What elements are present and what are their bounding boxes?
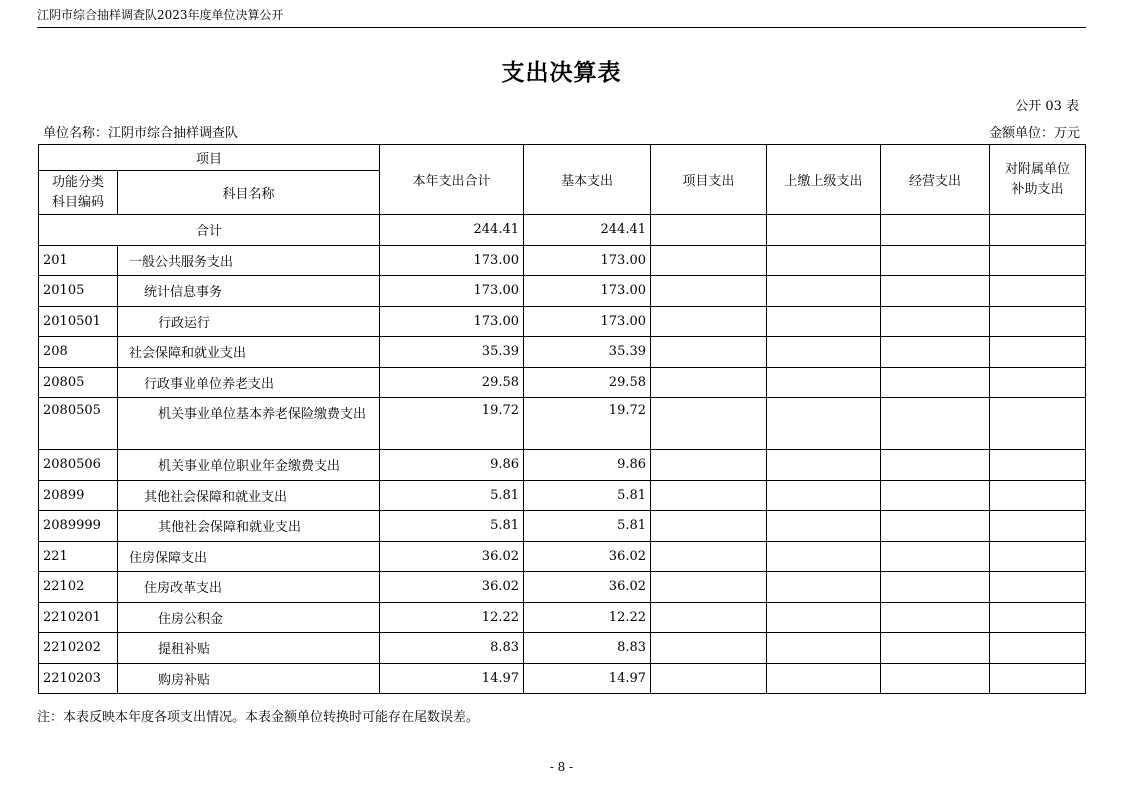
row-turn-in [767,306,881,337]
row-subsidy [990,511,1086,542]
row-basic: 8.83 [524,633,651,664]
row-subsidy [990,367,1086,398]
header-turn-in: 上缴上级支出 [767,145,881,215]
row-subsidy [990,245,1086,276]
total-operating [881,215,990,246]
row-operating [881,450,990,481]
total-label: 合计 [39,215,380,246]
row-project [651,572,767,603]
row-basic: 14.97 [524,663,651,694]
table-row [39,367,1086,398]
row-subject-name: 机关事业单位职业年金缴费支出 [118,450,380,481]
row-operating [881,398,990,450]
table-row [39,633,1086,664]
row-subsidy [990,337,1086,368]
table-row [39,398,1086,450]
row-subject-name: 购房补贴 [118,663,380,694]
row-subsidy [990,663,1086,694]
footnote: 注：本表反映本年度各项支出情况。本表金额单位转换时可能存在尾数误差。 [37,710,480,725]
row-operating [881,663,990,694]
table-row [39,572,1086,603]
row-subsidy [990,480,1086,511]
row-turn-in [767,572,881,603]
header-item: 项目 [39,145,380,171]
row-turn-in [767,602,881,633]
row-turn-in [767,663,881,694]
expenditure-table [38,144,1086,694]
total-amount: 244.41 [380,215,524,246]
row-code: 201 [39,245,118,276]
row-basic: 9.86 [524,450,651,481]
running-header: 江阴市综合抽样调查队2023年度单位决算公开 [37,8,284,22]
row-code: 20105 [39,276,118,307]
row-basic: 36.02 [524,541,651,572]
row-basic: 173.00 [524,306,651,337]
header-subsidy: 对附属单位 补助支出 [990,145,1086,215]
row-total: 12.22 [380,602,524,633]
table-row [39,663,1086,694]
table-row [39,541,1086,572]
row-subject-name: 住房保障支出 [118,541,380,572]
row-code: 208 [39,337,118,368]
row-total: 173.00 [380,276,524,307]
row-operating [881,633,990,664]
row-project [651,245,767,276]
table-row [39,306,1086,337]
row-operating [881,276,990,307]
row-operating [881,511,990,542]
row-basic: 29.58 [524,367,651,398]
row-basic: 19.72 [524,398,651,450]
row-operating [881,306,990,337]
row-subsidy [990,602,1086,633]
row-total: 29.58 [380,367,524,398]
total-project [651,215,767,246]
row-subject-name: 行政事业单位养老支出 [118,367,380,398]
total-turn-in [767,215,881,246]
row-total: 19.72 [380,398,524,450]
row-project [651,663,767,694]
header-total: 本年支出合计 [380,145,524,215]
row-subject-name: 行政运行 [118,306,380,337]
row-subsidy [990,398,1086,450]
row-subject-name: 住房改革支出 [118,572,380,603]
row-subject-name: 机关事业单位基本养老保险缴费支出 [118,398,380,450]
row-operating [881,367,990,398]
row-total: 173.00 [380,245,524,276]
row-turn-in [767,633,881,664]
page-number: - 8 - [549,760,574,774]
row-basic: 5.81 [524,511,651,542]
row-total: 8.83 [380,633,524,664]
row-project [651,306,767,337]
row-turn-in [767,450,881,481]
row-project [651,367,767,398]
form-number: 公开 03 表 [1015,99,1079,114]
row-operating [881,602,990,633]
row-operating [881,541,990,572]
row-total: 35.39 [380,337,524,368]
row-project [651,511,767,542]
row-project [651,633,767,664]
row-subject-name: 统计信息事务 [118,276,380,307]
header-divider [37,27,1086,28]
row-basic: 173.00 [524,276,651,307]
row-basic: 12.22 [524,602,651,633]
row-code: 20805 [39,367,118,398]
row-total: 14.97 [380,663,524,694]
row-project [651,337,767,368]
row-basic: 5.81 [524,480,651,511]
row-turn-in [767,337,881,368]
row-total: 36.02 [380,572,524,603]
row-basic: 173.00 [524,245,651,276]
row-basic: 36.02 [524,572,651,603]
row-subsidy [990,541,1086,572]
row-subject-name: 社会保障和就业支出 [118,337,380,368]
table-row [39,602,1086,633]
row-subject-name: 其他社会保障和就业支出 [118,480,380,511]
total-row [39,215,1086,246]
row-code: 2080505 [39,398,118,450]
row-code: 2210202 [39,633,118,664]
table-row [39,511,1086,542]
header-project: 项目支出 [651,145,767,215]
row-subsidy [990,276,1086,307]
row-subject-name: 提租补贴 [118,633,380,664]
row-project [651,450,767,481]
row-basic: 35.39 [524,337,651,368]
row-subsidy [990,450,1086,481]
table-row [39,276,1086,307]
header-subject-name: 科目名称 [118,171,380,215]
row-code: 2010501 [39,306,118,337]
row-turn-in [767,276,881,307]
page-title: 支出决算表 [501,60,622,86]
header-basic: 基本支出 [524,145,651,215]
row-code: 2210203 [39,663,118,694]
unit-name-line: 单位名称：江阴市综合抽样调查队 [43,126,239,141]
row-turn-in [767,511,881,542]
row-code: 20899 [39,480,118,511]
currency-unit-line: 金额单位：万元 [988,126,1080,141]
row-total: 36.02 [380,541,524,572]
total-basic: 244.41 [524,215,651,246]
row-subsidy [990,572,1086,603]
row-subject-name: 其他社会保障和就业支出 [118,511,380,542]
row-project [651,276,767,307]
header-code: 功能分类 科目编码 [39,171,118,215]
total-subsidy [990,215,1086,246]
table-row [39,480,1086,511]
row-turn-in [767,367,881,398]
row-code: 2089999 [39,511,118,542]
row-subject-name: 住房公积金 [118,602,380,633]
row-turn-in [767,541,881,572]
row-turn-in [767,398,881,450]
row-total: 173.00 [380,306,524,337]
row-total: 5.81 [380,480,524,511]
row-code: 22102 [39,572,118,603]
row-code: 221 [39,541,118,572]
row-project [651,541,767,572]
row-operating [881,337,990,368]
row-subsidy [990,306,1086,337]
row-total: 5.81 [380,511,524,542]
row-project [651,480,767,511]
row-operating [881,245,990,276]
row-subject-name: 一般公共服务支出 [118,245,380,276]
row-operating [881,480,990,511]
row-subsidy [990,633,1086,664]
row-code: 2080506 [39,450,118,481]
row-total: 9.86 [380,450,524,481]
row-code: 2210201 [39,602,118,633]
row-turn-in [767,245,881,276]
row-project [651,398,767,450]
table-row [39,245,1086,276]
table-row [39,337,1086,368]
row-turn-in [767,480,881,511]
header-operating: 经营支出 [881,145,990,215]
row-operating [881,572,990,603]
row-project [651,602,767,633]
table-row [39,450,1086,481]
